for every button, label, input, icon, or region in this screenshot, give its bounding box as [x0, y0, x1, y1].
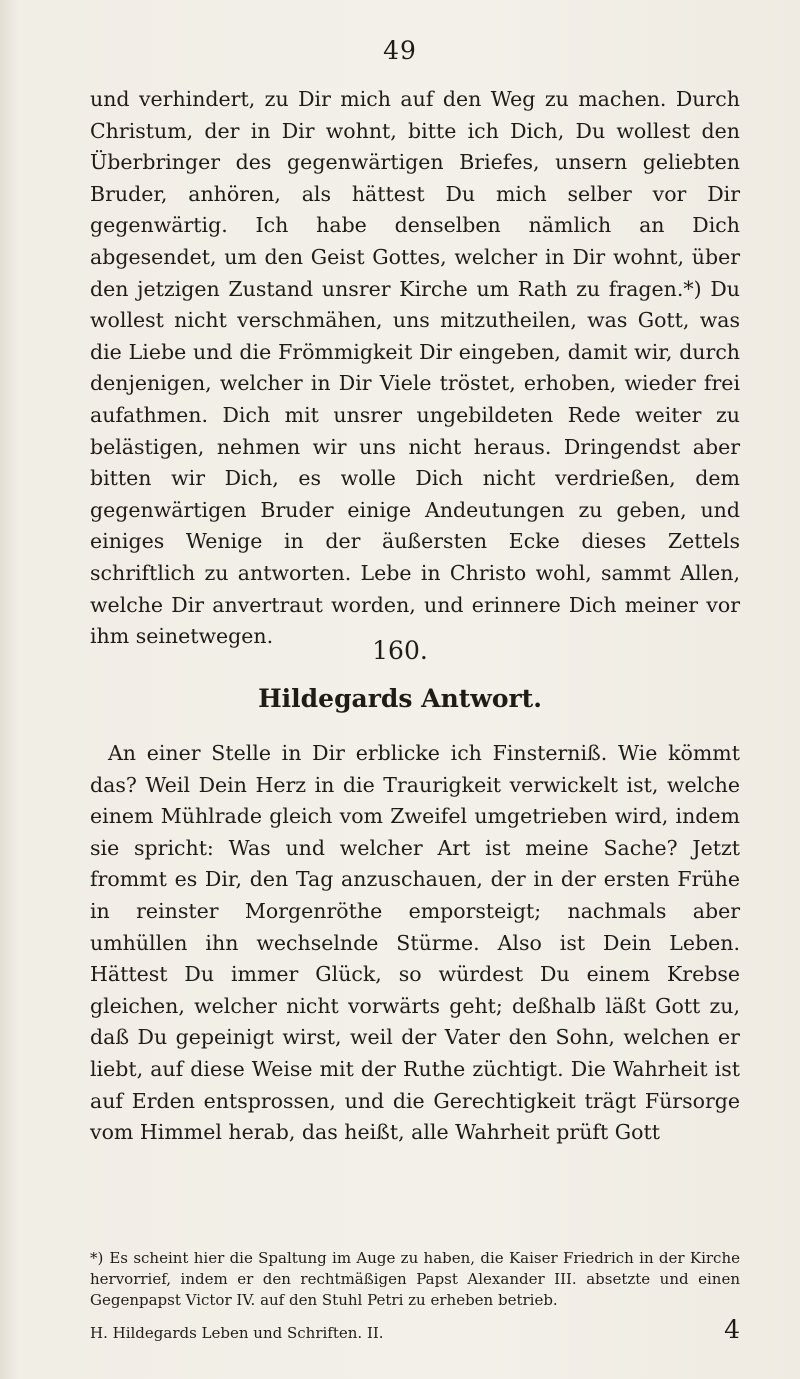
page-footer	[90, 1315, 740, 1344]
section-title: Hildegards Antwort.	[258, 684, 542, 713]
footer-signature: H. Hildegards Leben und Schriften. II.	[90, 1324, 384, 1342]
page-number: 49	[383, 36, 417, 65]
section-number: 160.	[372, 636, 428, 665]
paragraph: An einer Stelle in Dir erblicke ich Finsterniß. Wie kömmt das? Weil Dein Herz in die Traurigkeit verwickelt ist, welche einem Mühlrade gleich vom Zweifel umgetrieben wird, indem sie spricht: Was und welcher Art ist meine Sache? Jetzt frommt es Dir, den Tag anzuschauen, der in der ersten Frühe in reinster Morgenröthe emporsteigt; nachmals aber umhüllen ihn wechselnde Stürme. Also ist Dein Leben. Hättest Du immer Glück, so würdest Du einem Krebse gleichen, welcher nicht vorwärts geht; deßhalb läßt Gott zu, daß Du gepeinigt wirst, weil der Vater den Sohn, welchen er liebt, auf diese Weise mit der Ruthe züchtigt. Die Wahrheit ist auf Erden entsprossen, und die Gerechtigkeit trägt Fürsorge vom Himmel herab, das heißt, alle Wahrheit prüft Gott	[90, 741, 740, 1145]
paragraph: und verhindert, zu Dir mich auf den Weg zu machen. Durch Christum, der in Dir wohnt, bitte ich Dich, Du wollest den Überbringer des gegenwärtigen Briefes, unsern geliebten Bruder, anhören, als hättest Du mich selber vor Dir gegenwärtig. Ich habe denselben nämlich an Dich abgesendet, um den Geist Gottes, welcher in Dir wohnt, über den jetzigen Zustand unsrer Kirche um Rath zu fragen.*) Du wollest nicht verschmähen, uns mitzutheilen, was Gott, was die Liebe und die Frömmigkeit Dir eingeben, damit wir, durch denjenigen, welcher in Dir Viele tröstet, erhoben, wieder frei aufathmen. Dich mit unsrer ungebildeten Rede weiter zu belästigen, nehmen wir uns nicht heraus. Dringendst aber bitten wir Dich, es wolle Dich nicht verdrießen, dem gegenwärtigen Bruder einige Andeutungen zu geben, und einiges Wenige in der äußersten Ecke dieses Zettels schriftlich zu antworten. Lebe in Christo wohl, sammt Allen, welche Dir anvertraut worden, und erinnere Dich meiner vor ihm seinetwegen.	[90, 87, 740, 649]
sheet-number: 4	[724, 1315, 740, 1344]
footnote-text: Es scheint hier die Spaltung im Auge zu haben, die Kaiser Friedrich in der Kirche hervorrief, indem er den rechtmäßigen Papst Alexander III. absetzte und einen Gegenpapst Victor IV. auf den Stuhl Petri zu erheben betrieb.	[90, 1249, 740, 1309]
footnote	[90, 1248, 740, 1311]
letter-continuation	[90, 84, 740, 653]
footnote-mark: *)	[90, 1249, 104, 1267]
section-body	[90, 738, 740, 1149]
